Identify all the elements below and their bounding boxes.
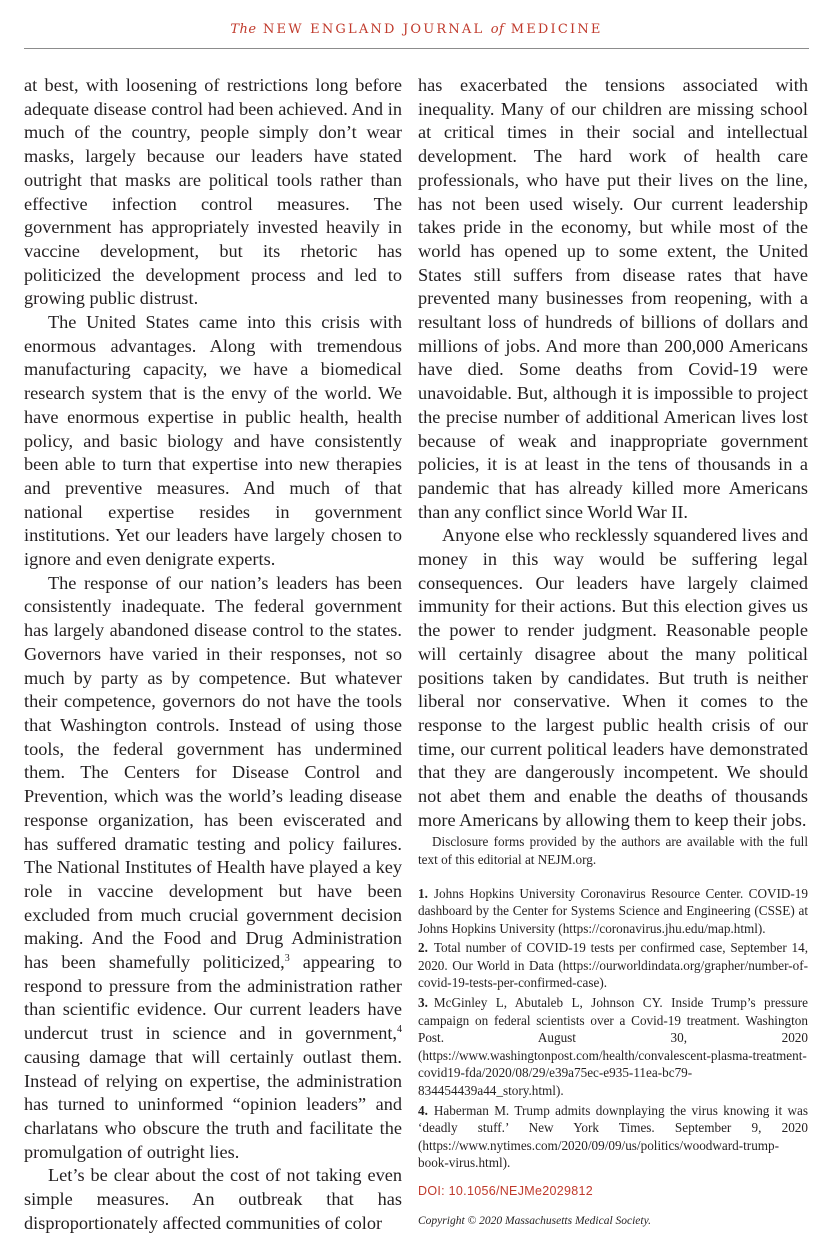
copyright-notice: Copyright © 2020 Massachusetts Medical Society.	[418, 1214, 651, 1227]
reference-item	[418, 1102, 808, 1172]
right-column	[418, 74, 808, 1233]
reference-number: 4.	[418, 1102, 428, 1118]
citation-3[interactable]: 3	[284, 952, 290, 964]
reference-number: 1.	[418, 885, 428, 901]
citation-4[interactable]: 4	[397, 1024, 402, 1036]
paragraph	[24, 572, 402, 1165]
reference-text: Total number of COVID-19 tests per confirmed case, September 14, 2020. Our World in Data (https://ourworldindata.org/grapher/number-of-covid-19-tests-per-confirmed-case).	[418, 940, 808, 991]
reference-item	[418, 939, 808, 992]
reference-list	[418, 885, 808, 1173]
paragraph: Let’s be clear about the cost of not taking even simple measures. An outbreak that has disproportionately affected communities of color	[24, 1165, 402, 1233]
header-name-2: MEDICINE	[510, 22, 603, 37]
paragraph: Anyone else who recklessly squandered lives and money in this way would be suffering legal consequences. Our leaders have largely claimed immunity for their actions. But this election gives us the power to render judgment. Reasonable people will certainly disagree about the many political positions taken by candidates. But truth is neither liberal nor conservative. When it comes to the response to the largest public health crisis of our time, our current political leaders have demonstrated that they are dangerously incompetent. We should not abet them and enable the deaths of thousands more Americans by allowing them to keep their jobs.	[418, 525, 808, 830]
reference-number: 2.	[418, 940, 428, 956]
header-name-1: NEW ENGLAND JOURNAL	[262, 22, 485, 37]
header-of: of	[490, 22, 505, 37]
paragraph-text: The response of our nation’s leaders has been consistently inadequate. The federal government has largely abandoned disease control to the states. Governors have varied in their responses, not so much by party as by competence. But whatever their competence, governors do not have the tools that Washington controls. Instead of using those tools, the federal government has undermined them. The Centers for Disease Control and Prevention, which was the world’s leading disease response organization, has been eviscerated and has suffered dramatic testing and policy failures. The National Institutes of Health have played a key role in vaccine development but have been excluded from much crucial government decision making. And the Food and Drug Administration has been shamefully politicized,	[24, 572, 402, 973]
reference-item	[418, 885, 808, 938]
paragraph: at best, with loosening of restrictions long before adequate disease control had been achieved. And in much of the country, people simply don’t wear masks, largely because our leaders have stated outright that masks are political tools rather than effective infection control measures. The government has appropriately invested heavily in vaccine development, but its rhetoric has politicized the development process and led to growing public distrust.	[24, 75, 402, 309]
reference-text: Haberman M. Trump admits downplaying the virus knowing it was ‘deadly stuff.’ New York Times. September 9, 2020 (https://www.nytimes.com/2020/09/09/us/politics/woodward-trump-book-virus.html).	[418, 1102, 808, 1171]
reference-text: McGinley L, Abutaleb L, Johnson CY. Inside Trump’s pressure campaign on federal scientists over a Covid-19 treatment. Washington Post. August 30, 2020 (https://www.washingtonpost.com/health/convalescent-plasma-treatment-covid19-fda/2020/08/29/e39a75ec-e935-11ea-bc79-834454439a44_story.html).	[418, 995, 808, 1099]
reference-number: 3.	[418, 995, 428, 1011]
paragraph: The United States came into this crisis with enormous advantages. Along with tremendous manufacturing capacity, we have a biomedical research system that is the envy of the world. We have enormous expertise in public health, health policy, and basic biology and have consistently been able to turn that expertise into new therapies and preventive measures. And much of that national expertise resides in government institutions. Yet our leaders have largely chosen to ignore and even denigrate experts.	[24, 312, 402, 570]
header-rule	[24, 48, 809, 49]
paragraph: has exacerbated the tensions associated with inequality. Many of our children are missing school at critical times in their social and intellectual development. The hard work of health care professionals, who have put their lives on the line, has not been used wisely. Our current leadership takes pride in the economy, but while most of the world has opened up to some extent, the United States still suffers from disease rates that have prevented many businesses from reopening, with a resultant loss of hundreds of billions of dollars and millions of jobs. And more than 200,000 Americans have died. Some deaths from Covid-19 were unavoidable. But, although it is impossible to project the precise number of additional American lives lost because of weak and inappropriate government policies, it is at least in the tens of thousands in a pandemic that has already killed more Americans than any conflict since World War II.	[418, 75, 808, 522]
reference-text: Johns Hopkins University Coronavirus Resource Center. COVID-19 dashboard by the Center for Systems Science and Engineering (CSSE) at Johns Hopkins University (https://coronavirus.jhu.edu/map.html).	[418, 885, 808, 936]
reference-item	[418, 994, 808, 1100]
journal-header	[0, 22, 833, 37]
paragraph-text: appearing to respond to pressure from the administration rather than scientific evidence. Our current leaders have undercut trust in science and in government,	[24, 952, 402, 1044]
doi-link[interactable]: DOI: 10.1056/NEJMe2029812	[418, 1184, 593, 1198]
paragraph-text: causing damage that will certainly outlast them. Instead of relying on expertise, the administration has turned to uninformed “opinion leaders” and charlatans who obscure the truth and facilitate the promulgation of outright lies.	[24, 1046, 402, 1162]
header-the: The	[230, 22, 257, 37]
disclosure-note: Disclosure forms provided by the authors are available with the full text of this editorial at NEJM.org.	[418, 833, 808, 867]
left-column	[24, 74, 402, 1235]
